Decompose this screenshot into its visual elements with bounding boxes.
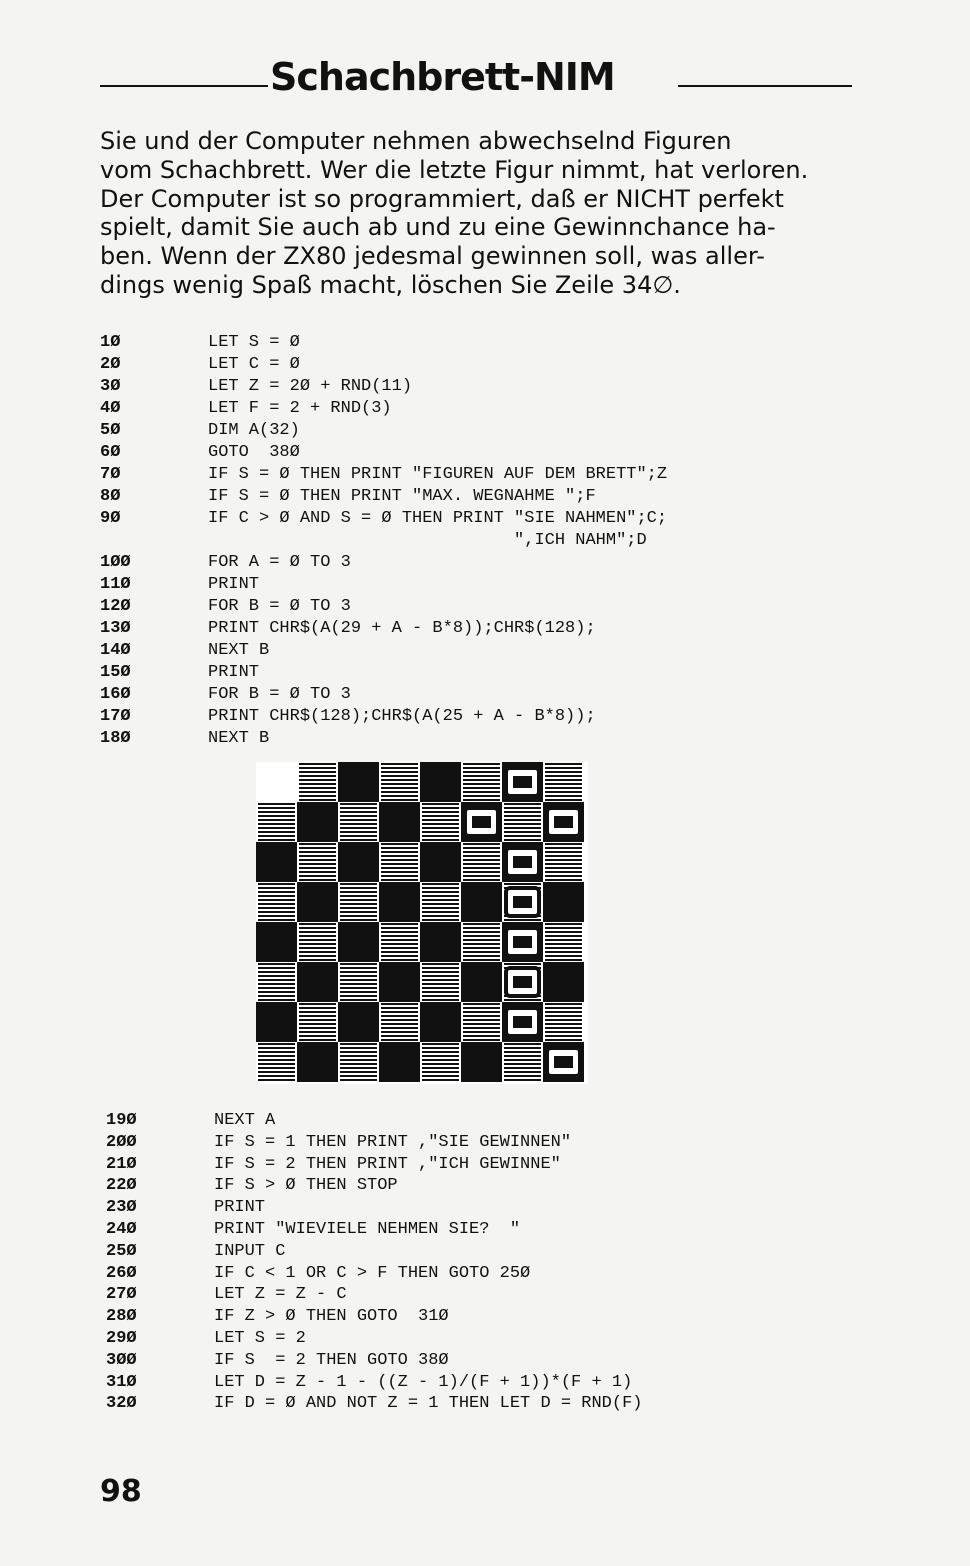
code-statement: FOR B = Ø TO 3 — [208, 597, 351, 616]
title-rule-right — [678, 85, 852, 87]
board-piece-core — [554, 1056, 573, 1068]
title-row — [100, 55, 852, 105]
line-number: 12Ø — [100, 597, 131, 616]
board-square — [297, 882, 338, 922]
line-number: 8Ø — [100, 487, 121, 506]
line-number: 16Ø — [100, 685, 131, 704]
intro-line: Der Computer ist so programmiert, daß er NICHT perfekt — [100, 184, 784, 213]
code-statement: PRINT — [208, 575, 260, 594]
intro-line: vom Schachbrett. Wer die letzte Figur nimmt, hat verloren. — [100, 155, 809, 184]
board-piece-core — [513, 976, 532, 988]
line-number: 18Ø — [100, 729, 131, 748]
board-piece-core — [513, 856, 532, 868]
board-square — [338, 922, 379, 962]
title-rule-left — [100, 85, 268, 87]
line-number: 13Ø — [100, 619, 131, 638]
code-statement: LET Z = Z - C — [214, 1285, 347, 1305]
line-number: 17Ø — [100, 707, 131, 726]
board-square — [340, 963, 377, 1001]
code-statement: LET D = Z - 1 - ((Z - 1)/(F + 1))*(F + 1) — [214, 1372, 633, 1392]
code-statement: IF D = Ø AND NOT Z = 1 THEN LET D = RND(F) — [214, 1394, 643, 1414]
board-edge — [256, 762, 297, 802]
line-number: 1ØØ — [100, 553, 131, 572]
intro-line: spielt, damit Sie auch ab und zu eine Gewinnchance ha- — [100, 213, 776, 242]
line-number: 23Ø — [106, 1198, 137, 1218]
line-number: 27Ø — [106, 1285, 137, 1305]
line-number: 22Ø — [106, 1176, 137, 1196]
intro-paragraph — [100, 127, 860, 300]
board-square — [338, 762, 379, 802]
code-statement: INPUT C — [214, 1241, 286, 1261]
code-statement: LET F = 2 + RND(3) — [208, 399, 392, 418]
board-square — [299, 1003, 336, 1041]
board-square — [422, 883, 459, 921]
line-number: 7Ø — [100, 465, 121, 484]
board-square — [340, 1043, 377, 1081]
code-statement: IF S = 2 THEN PRINT ,"ICH GEWINNE" — [214, 1154, 561, 1174]
code-statement: PRINT CHR$(A(29 + A - B*8));CHR$(128); — [208, 619, 596, 638]
board-square — [420, 1002, 461, 1042]
code-statement: IF C > Ø AND S = Ø THEN PRINT "SIE NAHMEN";C; — [208, 509, 668, 528]
code-statement: PRINT CHR$(128);CHR$(A(25 + A - B*8)); — [208, 707, 596, 726]
code-statement: IF S > Ø THEN STOP — [214, 1176, 398, 1196]
program-listing-part-2 — [106, 1110, 826, 1414]
board-square — [338, 1002, 379, 1042]
board-square — [543, 882, 584, 922]
board-piece-core — [554, 816, 573, 828]
board-square — [545, 763, 582, 801]
board-square — [258, 1043, 295, 1081]
board-piece-core — [513, 936, 532, 948]
code-statement: IF S = 2 THEN GOTO 38Ø — [214, 1350, 449, 1370]
board-square — [258, 803, 295, 841]
board-square — [258, 883, 295, 921]
board-square — [379, 962, 420, 1002]
code-statement: FOR A = Ø TO 3 — [208, 553, 351, 572]
line-number: 25Ø — [106, 1241, 137, 1261]
board-square — [340, 803, 377, 841]
board-square — [463, 843, 500, 881]
board-square — [543, 962, 584, 1002]
line-number: 6Ø — [100, 443, 121, 462]
board-square — [381, 763, 418, 801]
board-square — [299, 923, 336, 961]
board-square — [420, 922, 461, 962]
board-square — [338, 842, 379, 882]
intro-line: ben. Wenn der ZX80 jedesmal gewinnen soll, was aller- — [100, 242, 765, 271]
board-square — [420, 762, 461, 802]
board-square — [504, 803, 541, 841]
board-square — [381, 1003, 418, 1041]
board-square — [258, 963, 295, 1001]
board-square — [297, 802, 338, 842]
chessboard-graphic — [256, 762, 588, 1084]
board-piece-core — [472, 816, 491, 828]
line-number: 1Ø — [100, 333, 121, 352]
code-statement: ",ICH NAHM";D — [208, 531, 647, 550]
code-statement: LET S = Ø — [208, 333, 300, 352]
board-piece-core — [513, 1016, 532, 1028]
intro-line: Sie und der Computer nehmen abwechselnd Figuren — [100, 127, 732, 155]
board-square — [545, 923, 582, 961]
page-number: 98 — [100, 1474, 142, 1509]
line-number: 14Ø — [100, 641, 131, 660]
line-number: 3Ø — [100, 377, 121, 396]
intro-line: dings wenig Spaß macht, löschen Sie Zeile 34∅. — [100, 270, 681, 299]
line-number: 26Ø — [106, 1263, 137, 1283]
line-number: 19Ø — [106, 1111, 137, 1130]
board-piece-core — [513, 776, 532, 788]
board-square — [461, 882, 502, 922]
code-statement: IF S = Ø THEN PRINT "MAX. WEGNAHME ";F — [208, 487, 596, 506]
board-square — [256, 842, 297, 882]
line-number: 9Ø — [100, 509, 121, 528]
board-square — [545, 1003, 582, 1041]
code-statement: FOR B = Ø TO 3 — [208, 685, 351, 704]
code-statement: LET Z = 2Ø + RND(11) — [208, 377, 413, 396]
board-square — [463, 923, 500, 961]
code-statement: PRINT "WIEVIELE NEHMEN SIE? " — [214, 1220, 521, 1239]
code-statement: IF Z > Ø THEN GOTO 31Ø — [214, 1307, 449, 1327]
board-square — [463, 763, 500, 801]
line-number: 5Ø — [100, 421, 121, 440]
line-number: 3ØØ — [106, 1350, 137, 1370]
page-title: Schachbrett-NIM — [270, 55, 615, 99]
line-number: 24Ø — [106, 1220, 137, 1239]
line-number: 21Ø — [106, 1154, 137, 1174]
board-square — [256, 922, 297, 962]
board-square — [461, 962, 502, 1002]
board-square — [504, 1043, 541, 1081]
line-number: 11Ø — [100, 575, 131, 594]
code-statement: IF S = Ø THEN PRINT "FIGUREN AUF DEM BRETT";Z — [208, 465, 668, 484]
board-square — [297, 962, 338, 1002]
board-square — [379, 882, 420, 922]
code-statement: GOTO 38Ø — [208, 443, 300, 462]
line-number: 15Ø — [100, 663, 131, 682]
line-number: 31Ø — [106, 1372, 137, 1392]
board-square — [256, 1002, 297, 1042]
chessboard-screenshot — [256, 762, 588, 1084]
board-square — [299, 843, 336, 881]
board-square — [340, 883, 377, 921]
line-number: 29Ø — [106, 1329, 137, 1348]
board-square — [379, 802, 420, 842]
line-number: 4Ø — [100, 399, 121, 418]
line-number: 2ØØ — [106, 1132, 137, 1152]
board-square — [422, 963, 459, 1001]
board-square — [381, 843, 418, 881]
line-number: 28Ø — [106, 1307, 137, 1327]
board-square — [379, 1042, 420, 1082]
board-square — [545, 843, 582, 881]
line-number: 2Ø — [100, 355, 121, 374]
code-statement: NEXT A — [214, 1111, 276, 1130]
code-statement: NEXT B — [208, 641, 270, 660]
board-piece-core — [513, 896, 532, 908]
code-statement: PRINT — [214, 1198, 266, 1218]
code-statement: IF C < 1 OR C > F THEN GOTO 25Ø — [214, 1263, 531, 1283]
board-square — [461, 1042, 502, 1082]
board-square — [299, 763, 336, 801]
board-square — [422, 803, 459, 841]
board-square — [297, 1042, 338, 1082]
program-listing-part-1 — [100, 332, 820, 752]
code-statement: DIM A(32) — [208, 421, 300, 440]
code-statement: IF S = 1 THEN PRINT ,"SIE GEWINNEN" — [214, 1132, 572, 1152]
board-square — [381, 923, 418, 961]
board-square — [463, 1003, 500, 1041]
code-statement: LET S = 2 — [214, 1329, 306, 1348]
board-square — [420, 842, 461, 882]
code-statement: NEXT B — [208, 729, 270, 748]
board-square — [422, 1043, 459, 1081]
code-statement: LET C = Ø — [208, 355, 300, 374]
code-statement: PRINT — [208, 663, 260, 682]
line-number: 32Ø — [106, 1394, 137, 1414]
